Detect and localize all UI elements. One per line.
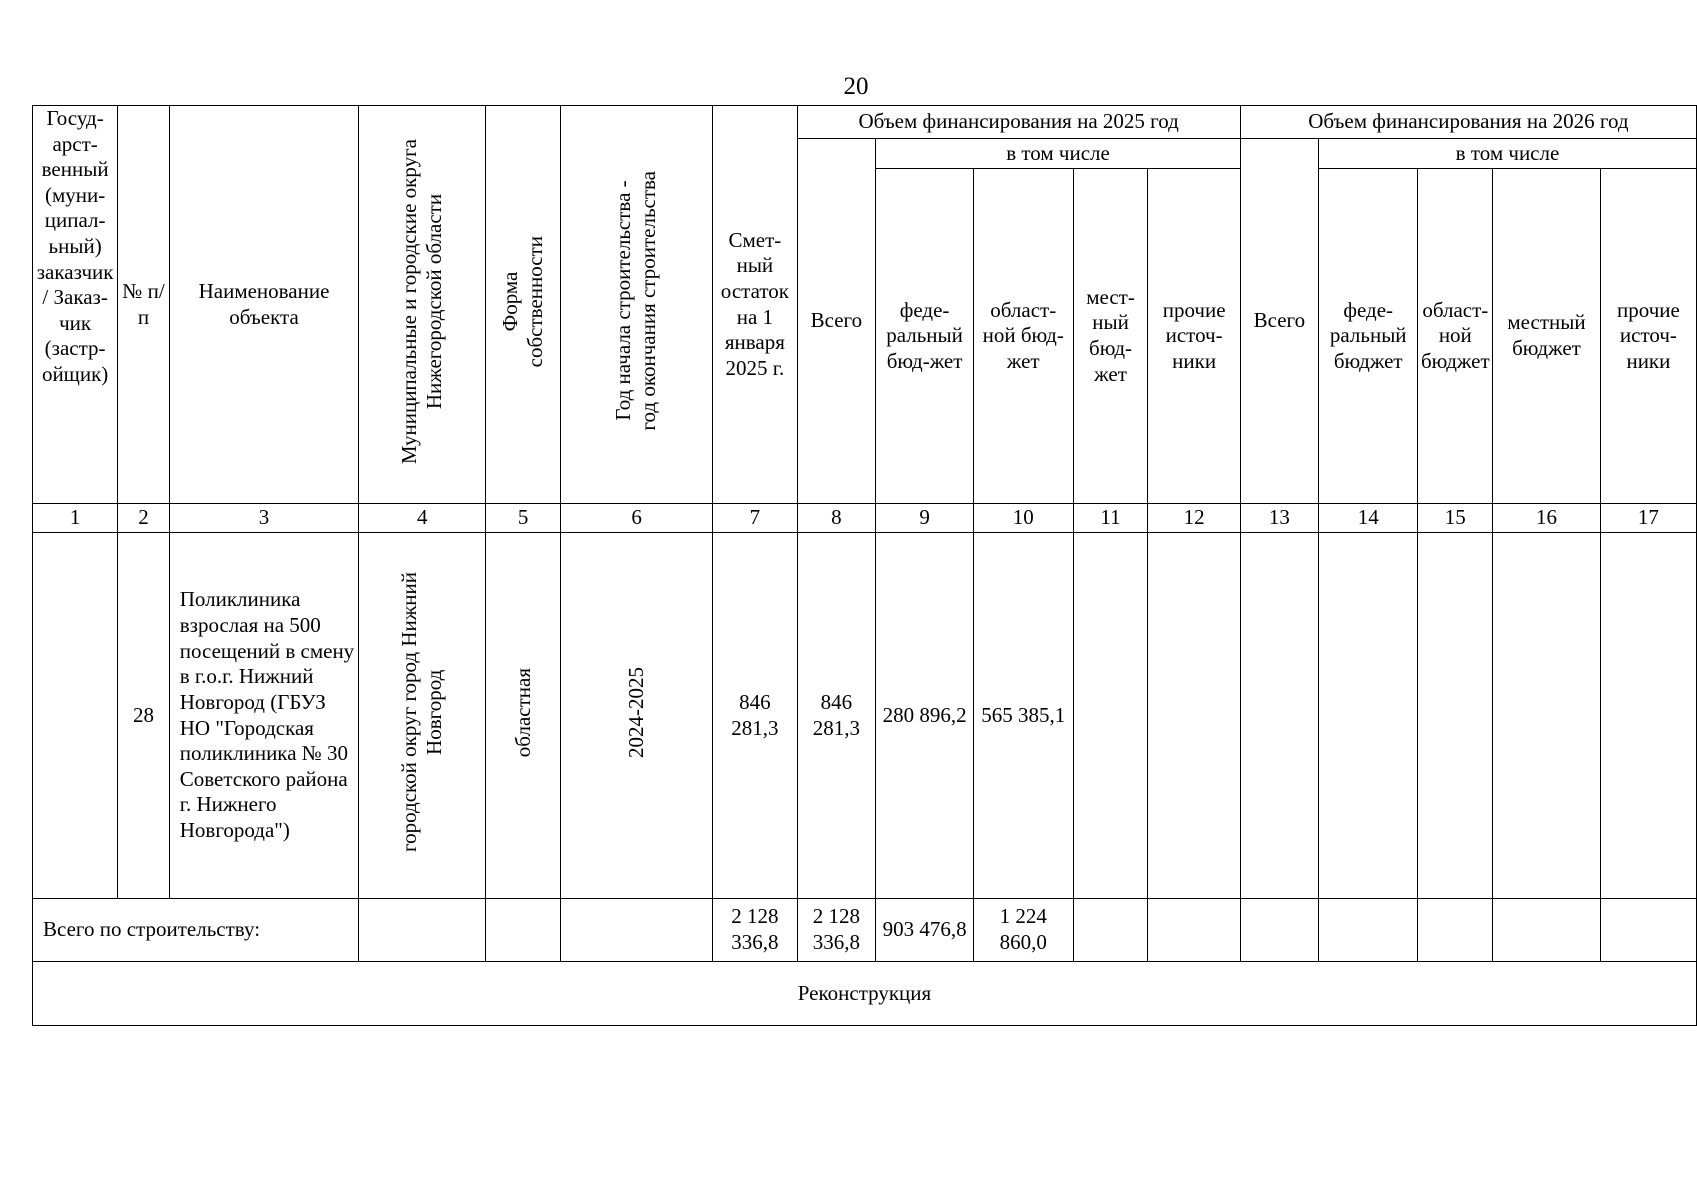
cell-customer (33, 533, 118, 899)
header-other-2026: прочие источ-ники (1600, 169, 1696, 504)
totals-row (33, 899, 1697, 962)
cell-years-text: 2024-2025 (624, 666, 649, 758)
col-number: 2 (118, 504, 170, 533)
header-years (561, 106, 713, 504)
col-number: 14 (1318, 504, 1417, 533)
cell-ownership-text: областная (510, 667, 535, 757)
totals-federal-2025: 903 476,8 (876, 899, 974, 962)
col-number: 12 (1148, 504, 1240, 533)
col-number: 16 (1493, 504, 1601, 533)
header-other-2025: прочие источ-ники (1148, 169, 1240, 504)
cell-years (561, 533, 713, 899)
totals-estimate-remain: 2 128 336,8 (713, 899, 797, 962)
col-number: 9 (876, 504, 974, 533)
col-number: 10 (973, 504, 1073, 533)
page-number: 20 (843, 73, 869, 100)
col-number: 17 (1600, 504, 1696, 533)
cell-local-2026 (1493, 533, 1601, 899)
totals-label: Всего по строительству: (33, 899, 359, 962)
totals-empty (561, 899, 713, 962)
totals-empty (1318, 899, 1417, 962)
col-number: 15 (1418, 504, 1493, 533)
header-regional-2025: област-ной бюд-жет (973, 169, 1073, 504)
header-federal-2026: феде-ральный бюджет (1318, 169, 1417, 504)
header-total-2025: Всего (797, 139, 876, 504)
header-including-2026: в том числе (1318, 139, 1696, 169)
header-ownership (486, 106, 561, 504)
totals-empty (1493, 899, 1601, 962)
header-years-text: Год начала строительства - год окончания строительства (611, 171, 661, 431)
totals-regional-2025: 1 224 860,0 (973, 899, 1073, 962)
cell-municipal-text: городской округ город Нижний Новгород (397, 572, 447, 853)
header-regional-2026: областной бюджет (1418, 169, 1493, 504)
header-ownership-text: Форма собственности (497, 235, 548, 367)
cell-other-2025 (1148, 533, 1240, 899)
header-federal-2025: феде-ральный бюд-жет (876, 169, 974, 504)
section-title: Реконструкция (33, 962, 1697, 1026)
col-number: 4 (359, 504, 486, 533)
col-number: 13 (1240, 504, 1318, 533)
totals-empty (1148, 899, 1240, 962)
table-row (33, 533, 1697, 899)
cell-total-2025: 846 281,3 (797, 533, 876, 899)
totals-empty (359, 899, 486, 962)
cell-regional-2025: 565 385,1 (973, 533, 1073, 899)
cell-number: 28 (118, 533, 170, 899)
cell-other-2026 (1600, 533, 1696, 899)
cell-estimate-remain: 846 281,3 (713, 533, 797, 899)
header-fin-2025: Объем финансирования на 2025 год (797, 106, 1240, 139)
totals-total-2025: 2 128 336,8 (797, 899, 876, 962)
cell-federal-2026 (1318, 533, 1417, 899)
cell-federal-2025: 280 896,2 (876, 533, 974, 899)
header-including-2025: в том числе (876, 139, 1241, 169)
col-number: 11 (1073, 504, 1148, 533)
header-local-2026: местный бюджет (1493, 169, 1601, 504)
header-fin-2026: Объем финансирования на 2026 год (1240, 106, 1696, 139)
header-object-name: Наименование объекта (169, 106, 359, 504)
col-number: 7 (713, 504, 797, 533)
header-number: № п/п (118, 106, 170, 504)
totals-empty (1418, 899, 1493, 962)
header-municipal-text: Муниципальные и городские округа Нижегородской области (397, 138, 447, 464)
header-local-2025: мест-ный бюд-жет (1073, 169, 1148, 504)
cell-local-2025 (1073, 533, 1148, 899)
col-number: 8 (797, 504, 876, 533)
col-number: 6 (561, 504, 713, 533)
header-municipal (359, 106, 486, 504)
header-customer: Государст-венный (муниципальный) заказчик / Заказчик (застройщик) (33, 106, 118, 504)
cell-ownership (486, 533, 561, 899)
col-number: 1 (33, 504, 118, 533)
col-number: 5 (486, 504, 561, 533)
financing-table (32, 105, 1697, 1026)
cell-object-name: Поликлиника взрослая на 500 посещений в смену в г.о.г. Нижний Новгород (ГБУЗ НО "Городская поликлиника № 30 Советского района г. Нижнего Новгорода") (169, 533, 359, 899)
cell-municipal (359, 533, 486, 899)
header-estimate-remain: Сметный остаток на 1 января 2025 г. (713, 106, 797, 504)
header-total-2026: Всего (1240, 139, 1318, 504)
cell-total-2026 (1240, 533, 1318, 899)
totals-empty (1240, 899, 1318, 962)
col-number: 3 (169, 504, 359, 533)
totals-empty (486, 899, 561, 962)
totals-empty (1073, 899, 1148, 962)
totals-empty (1600, 899, 1696, 962)
cell-regional-2026 (1418, 533, 1493, 899)
